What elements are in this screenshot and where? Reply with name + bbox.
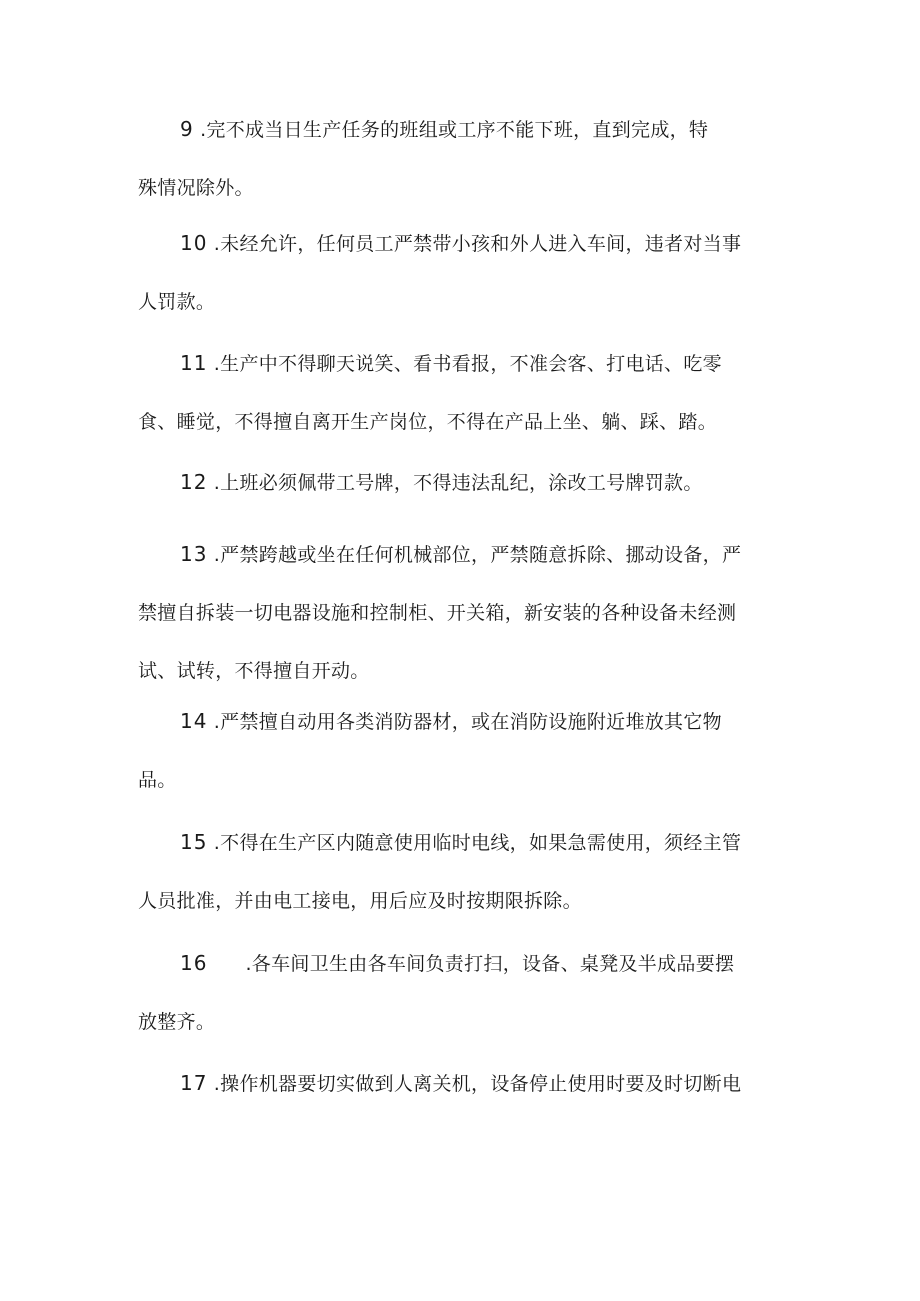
rule-11 <box>138 334 788 451</box>
rule-text: 各车间卫生由各车间负责打扫，设备、桌凳及半成品要摆 <box>251 953 735 975</box>
rule-first-line <box>138 813 788 872</box>
rule-number: 9 <box>180 117 194 141</box>
rule-separator: . <box>213 1073 221 1095</box>
rule-number: 12 <box>180 470 208 494</box>
rule-9 <box>138 100 788 217</box>
rule-17 <box>138 1054 788 1113</box>
rule-separator: . <box>200 119 207 141</box>
rule-10 <box>138 214 788 331</box>
rule-separator: . <box>213 233 221 255</box>
rule-separator: . <box>213 832 221 854</box>
rule-14 <box>138 692 788 809</box>
rule-text: 未经允许，任何员工严禁带小孩和外人进入车间，违者对当事 <box>220 233 742 255</box>
rule-12 <box>138 453 788 512</box>
rule-first-line <box>138 453 788 512</box>
rule-number: 11 <box>180 351 208 375</box>
rule-text: 品。 <box>138 769 177 791</box>
rule-number: 13 <box>180 542 208 566</box>
rule-text: 上班必须佩带工号牌，不得违法乱纪，涂改工号牌罚款。 <box>220 472 703 494</box>
rule-separator: . <box>213 711 221 733</box>
rule-first-line <box>138 100 788 159</box>
rule-first-line <box>138 692 788 751</box>
rule-text: 试、试转，不得擅自开动。 <box>138 660 370 682</box>
rule-number: 16 <box>180 951 208 975</box>
rule-16 <box>138 934 788 1051</box>
rule-first-line <box>138 525 788 584</box>
rule-number: 10 <box>180 231 208 255</box>
rule-number: 17 <box>180 1071 208 1095</box>
rule-13 <box>138 525 788 700</box>
rule-text: 食、睡觉，不得擅自离开生产岗位，不得在产品上坐、躺、踩、踏。 <box>138 411 718 433</box>
rule-number: 14 <box>180 709 208 733</box>
rule-first-line <box>138 934 788 993</box>
rule-separator: . <box>213 472 221 494</box>
rule-text: 禁擅自拆装一切电器设施和控制柜、开关箱，新安装的各种设备未经测 <box>138 602 737 624</box>
rule-first-line <box>138 214 788 273</box>
rule-first-line <box>138 1054 788 1113</box>
rule-text: 放整齐。 <box>138 1011 216 1033</box>
rule-text: 操作机器要切实做到人离关机，设备停止使用时要及时切断电 <box>220 1073 742 1095</box>
rule-separator: . <box>245 953 252 975</box>
rule-text: 严禁擅自动用各类消防器材，或在消防设施附近堆放其它物 <box>220 711 722 733</box>
rule-first-line <box>138 334 788 393</box>
rule-text: 人罚款。 <box>138 291 216 313</box>
rule-text: 完不成当日生产任务的班组或工序不能下班，直到完成，特 <box>206 119 709 141</box>
rule-text: 殊情况除外。 <box>138 177 254 199</box>
rule-text: 生产中不得聊天说笑、看书看报，不准会客、打电话、吃零 <box>220 353 722 375</box>
rule-text: 人员批准，并由电工接电，用后应及时按期限拆除。 <box>138 890 582 912</box>
rule-text: 严禁跨越或坐在任何机械部位，严禁随意拆除、挪动设备，严 <box>220 544 742 566</box>
rule-number: 15 <box>180 830 208 854</box>
rule-text: 不得在生产区内随意使用临时电线，如果急需使用，须经主管 <box>220 832 742 854</box>
rule-15 <box>138 813 788 930</box>
rule-separator: . <box>213 544 221 566</box>
rule-separator: . <box>213 353 221 375</box>
